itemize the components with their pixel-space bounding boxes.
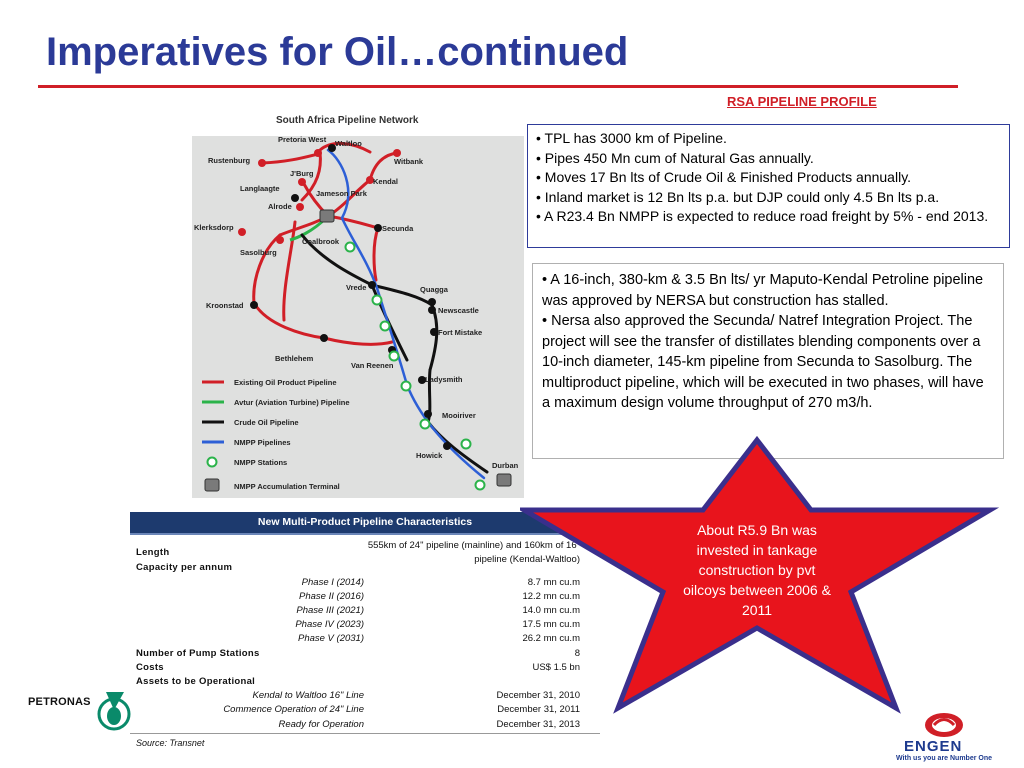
city-label: Kroonstad bbox=[206, 301, 244, 310]
city-label: Jameson Park bbox=[316, 189, 367, 198]
phase-value: 26.2 mn cu.m bbox=[522, 633, 580, 644]
pipeline-segment bbox=[328, 216, 378, 228]
row-label: Number of Pump Stations bbox=[136, 648, 260, 659]
legend-label: Existing Oil Product Pipeline bbox=[234, 378, 337, 387]
pipeline-segment bbox=[254, 303, 324, 338]
legend-label: Crude Oil Pipeline bbox=[234, 418, 299, 427]
city-marker bbox=[276, 236, 284, 244]
map-title: South Africa Pipeline Network bbox=[276, 115, 419, 126]
city-marker bbox=[374, 224, 382, 232]
fact-bullet: • Moves 17 Bn lts of Crude Oil & Finished Products annually. bbox=[536, 169, 912, 185]
row-label: Length bbox=[136, 547, 170, 558]
slide-title: Imperatives for Oil…continued bbox=[46, 30, 629, 74]
nmpp-station-icon bbox=[462, 440, 471, 449]
pipeline-segment bbox=[370, 153, 397, 180]
title-underline bbox=[38, 85, 958, 88]
legend-label: NMPP Pipelines bbox=[234, 438, 291, 447]
city-marker bbox=[320, 334, 328, 342]
city-marker bbox=[428, 306, 436, 314]
row-label: Assets to be Operational bbox=[136, 676, 256, 687]
city-marker bbox=[291, 194, 299, 202]
asset-label: Kendal to Waltloo 16" Line bbox=[252, 690, 364, 701]
crude-segment bbox=[428, 422, 487, 472]
petronas-logo-text: PETRONAS bbox=[28, 696, 91, 708]
accumulation-terminal-icon bbox=[205, 479, 219, 491]
nmpp-station-icon bbox=[402, 382, 411, 391]
phase-value: 14.0 mn cu.m bbox=[522, 605, 580, 616]
city-label: Coalbrook bbox=[302, 237, 340, 246]
row-value: US$ 1.5 bn bbox=[532, 662, 580, 673]
nmpp-station-icon bbox=[208, 458, 217, 467]
nmpp-segment bbox=[407, 385, 484, 478]
nmpp-station-icon bbox=[381, 322, 390, 331]
pipeline-facts-box bbox=[527, 124, 1010, 248]
city-label: Mooiriver bbox=[442, 411, 476, 420]
city-label: Vrede bbox=[346, 283, 367, 292]
city-marker bbox=[424, 410, 432, 418]
engen-tagline: With us you are Number One bbox=[896, 755, 993, 762]
city-label: Witbank bbox=[394, 157, 424, 166]
city-marker bbox=[443, 442, 451, 450]
phase-label: Phase V (2031) bbox=[297, 633, 364, 644]
legend-label: NMPP Accumulation Terminal bbox=[234, 482, 340, 491]
project-bullet: • Nersa also approved the Secunda/ Natref Integration Project. The project will see the transfer of distillates blending components over a 10-inch diameter, 145-km pipeline from Secunda to Sasolburg. The multiproduct pipeline, which will be executed in two phases, will have a maximum design volume throughput of 270 m3/h. bbox=[542, 313, 984, 411]
city-label: Durban bbox=[492, 461, 519, 470]
table-row bbox=[130, 718, 600, 732]
legend-label: Avtur (Aviation Turbine) Pipeline bbox=[234, 398, 350, 407]
city-label: Ladysmith bbox=[425, 375, 463, 384]
fact-bullet: • Pipes 450 Mn cum of Natural Gas annually. bbox=[536, 149, 814, 166]
table-source: Source: Transnet bbox=[136, 738, 205, 748]
pipeline-segment bbox=[284, 222, 295, 320]
city-label: Pretoria West bbox=[278, 135, 327, 144]
phase-label: Phase I (2014) bbox=[301, 577, 364, 588]
pipeline-segment bbox=[324, 338, 392, 344]
city-label: Bethlehem bbox=[275, 354, 314, 363]
nmpp-station-icon bbox=[476, 481, 485, 490]
city-label: Secunda bbox=[382, 224, 414, 233]
city-marker bbox=[296, 203, 304, 211]
engen-logo bbox=[896, 712, 1006, 764]
city-marker bbox=[314, 149, 322, 157]
accumulation-terminal-icon bbox=[497, 474, 511, 486]
rsa-pipeline-profile-label: RSA PIPELINE PROFILE bbox=[727, 94, 877, 109]
petronas-emblem-icon bbox=[96, 688, 132, 734]
project-bullet: • A 16-inch, 380-km & 3.5 Bn lts/ yr Maputo-Kendal Petroline pipeline was approved by NERSA but construction has stalled. bbox=[542, 272, 984, 309]
asset-value: December 31, 2013 bbox=[496, 719, 580, 730]
engen-emblem-icon bbox=[924, 712, 964, 738]
accumulation-terminal-icon bbox=[320, 210, 334, 222]
table-header: New Multi-Product Pipeline Characteristics bbox=[130, 512, 600, 533]
asset-value: December 31, 2010 bbox=[496, 690, 580, 701]
asset-label: Commence Operation of 24" Line bbox=[223, 704, 364, 715]
phase-label: Phase III (2021) bbox=[296, 605, 364, 616]
pipeline-segment bbox=[374, 228, 378, 280]
nmpp-station-icon bbox=[373, 296, 382, 305]
city-label: Sasolburg bbox=[240, 248, 277, 257]
crude-segment bbox=[430, 305, 437, 370]
row-label: Costs bbox=[136, 662, 164, 673]
row-value: 8 bbox=[574, 648, 580, 659]
city-marker bbox=[430, 328, 438, 336]
pipeline-segment bbox=[262, 154, 318, 163]
city-label: Van Reenen bbox=[351, 361, 394, 370]
city-label: Langlaagte bbox=[240, 184, 280, 193]
city-marker bbox=[250, 301, 258, 309]
table-footer-rule bbox=[130, 733, 600, 734]
star-callout-text: About R5.9 Bn was invested in tankage construction by pvt oilcoys between 2006 & 2011 bbox=[683, 522, 831, 618]
city-label: Newscastle bbox=[438, 306, 479, 315]
city-marker bbox=[393, 149, 401, 157]
pipeline-map-svg bbox=[192, 110, 524, 498]
legend-label: NMPP Stations bbox=[234, 458, 288, 467]
city-label: Fort Mistake bbox=[438, 328, 483, 337]
pipeline-segment bbox=[254, 235, 280, 303]
phase-value: 17.5 mn cu.m bbox=[522, 619, 580, 630]
city-marker bbox=[298, 178, 306, 186]
engen-logo-text: ENGEN bbox=[904, 738, 963, 755]
city-label: Kendal bbox=[373, 177, 399, 186]
row-label: Capacity per annum bbox=[136, 562, 233, 573]
phase-label: Phase II (2016) bbox=[299, 591, 364, 602]
asset-label: Ready for Operation bbox=[278, 719, 364, 730]
nmpp-station-icon bbox=[390, 352, 399, 361]
pipeline-network-map bbox=[192, 110, 524, 498]
nmpp-station-icon bbox=[421, 420, 430, 429]
nmpp-station-icon bbox=[346, 243, 355, 252]
phase-value: 8.7 mn cu.m bbox=[527, 577, 580, 588]
city-marker bbox=[258, 159, 266, 167]
asset-value: December 31, 2011 bbox=[497, 704, 580, 715]
row-value: pipeline (Kendal-Waltloo) bbox=[474, 554, 580, 565]
row-value: 555km of 24" pipeline (mainline) and 160km of 16" bbox=[367, 540, 580, 551]
city-marker bbox=[368, 281, 376, 289]
fact-bullet: • TPL has 3000 km of Pipeline. bbox=[536, 130, 727, 146]
city-label: Klerksdorp bbox=[194, 223, 234, 232]
phase-value: 12.2 mn cu.m bbox=[522, 591, 580, 602]
map-legend bbox=[202, 378, 350, 491]
city-label: Rustenburg bbox=[208, 156, 251, 165]
city-label: Waltloo bbox=[335, 139, 362, 148]
city-label: Quagga bbox=[420, 285, 448, 294]
city-marker bbox=[238, 228, 246, 236]
fact-bullet: • Inland market is 12 Bn lts p.a. but DJP could only 4.5 Bn lts p.a. bbox=[536, 188, 940, 205]
fact-bullet: • A R23.4 Bn NMPP is expected to reduce road freight by 5% - end 2013. bbox=[536, 208, 989, 224]
phase-label: Phase IV (2023) bbox=[295, 619, 364, 630]
city-label: Howick bbox=[416, 451, 443, 460]
city-label: Alrode bbox=[268, 202, 292, 211]
city-marker bbox=[428, 298, 436, 306]
city-label: J'Burg bbox=[290, 169, 314, 178]
